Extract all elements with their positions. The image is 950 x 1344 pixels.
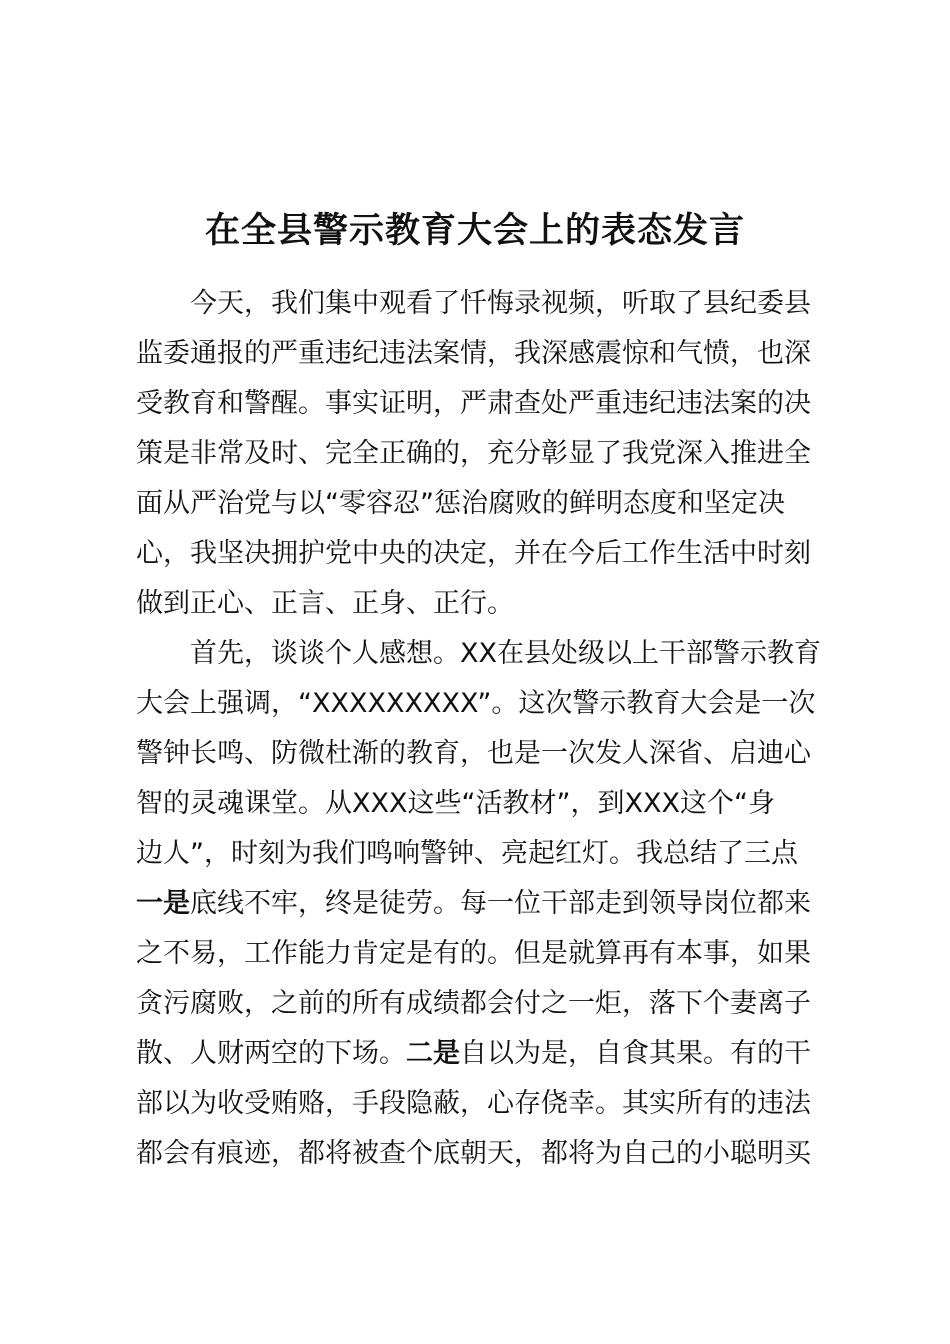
body-line: 心，我坚决拥护党中央的决定，并在今后工作生活中时刻 [136, 538, 811, 569]
body-line: 面从严治党与以“零容忍”惩治腐败的鲜明态度和坚定决 [136, 488, 785, 519]
document-title: 在全县警示教育大会上的表态发言 [204, 211, 745, 251]
body-line: 首先，谈谈个人感想。XX在县处级以上干部警示教育 [136, 638, 821, 669]
body-line: 智的灵魂课堂。从XXX这些“活教材”，到XXX这个“身 [136, 788, 775, 819]
body-line: 部以为收受贿赂，手段隐蔽，心存侥幸。其实所有的违法 [136, 1088, 811, 1119]
body-line: 做到正心、正言、正身、正行。 [136, 588, 514, 619]
body-line-text: 散、人财两空的下场。 [136, 1038, 406, 1069]
body-line: 都会有痕迹，都将被查个底朝天，都将为自己的小聪明买 [136, 1138, 811, 1169]
body-line: 策是非常及时、完全正确的，充分彰显了我党深入推进全 [136, 438, 811, 469]
body-line: 大会上强调，“XXXXXXXXX”。这次警示教育大会是一次 [136, 688, 816, 719]
point-two-label: 二是 [406, 1038, 460, 1069]
point-one-label: 一是 [136, 888, 190, 919]
body-line: 之不易，工作能力肯定是有的。但是就算再有本事，如果 [136, 938, 811, 969]
body-line-text: 自以为是，自食其果。有的干 [460, 1038, 811, 1069]
body-line [136, 1034, 856, 1074]
body-line-text: 底线不牢，终是徒劳。每一位干部走到领导岗位都来 [190, 888, 811, 919]
body-line: 边人”，时刻为我们鸣响警钟、亮起红灯。我总结了三点 [136, 838, 798, 869]
body-line: 监委通报的严重违纪违法案情，我深感震惊和气愤，也深 [136, 338, 811, 369]
body-line: 受教育和警醒。事实证明，严肃查处严重违纪违法案的决 [136, 388, 811, 419]
body-line: 警钟长鸣、防微杜渐的教育，也是一次发人深省、启迪心 [136, 738, 811, 769]
body-line [136, 884, 856, 924]
body-line: 今天，我们集中观看了忏悔录视频，听取了县纪委县 [136, 288, 811, 319]
body-line: 贪污腐败，之前的所有成绩都会付之一炬，落下个妻离子 [136, 988, 811, 1019]
